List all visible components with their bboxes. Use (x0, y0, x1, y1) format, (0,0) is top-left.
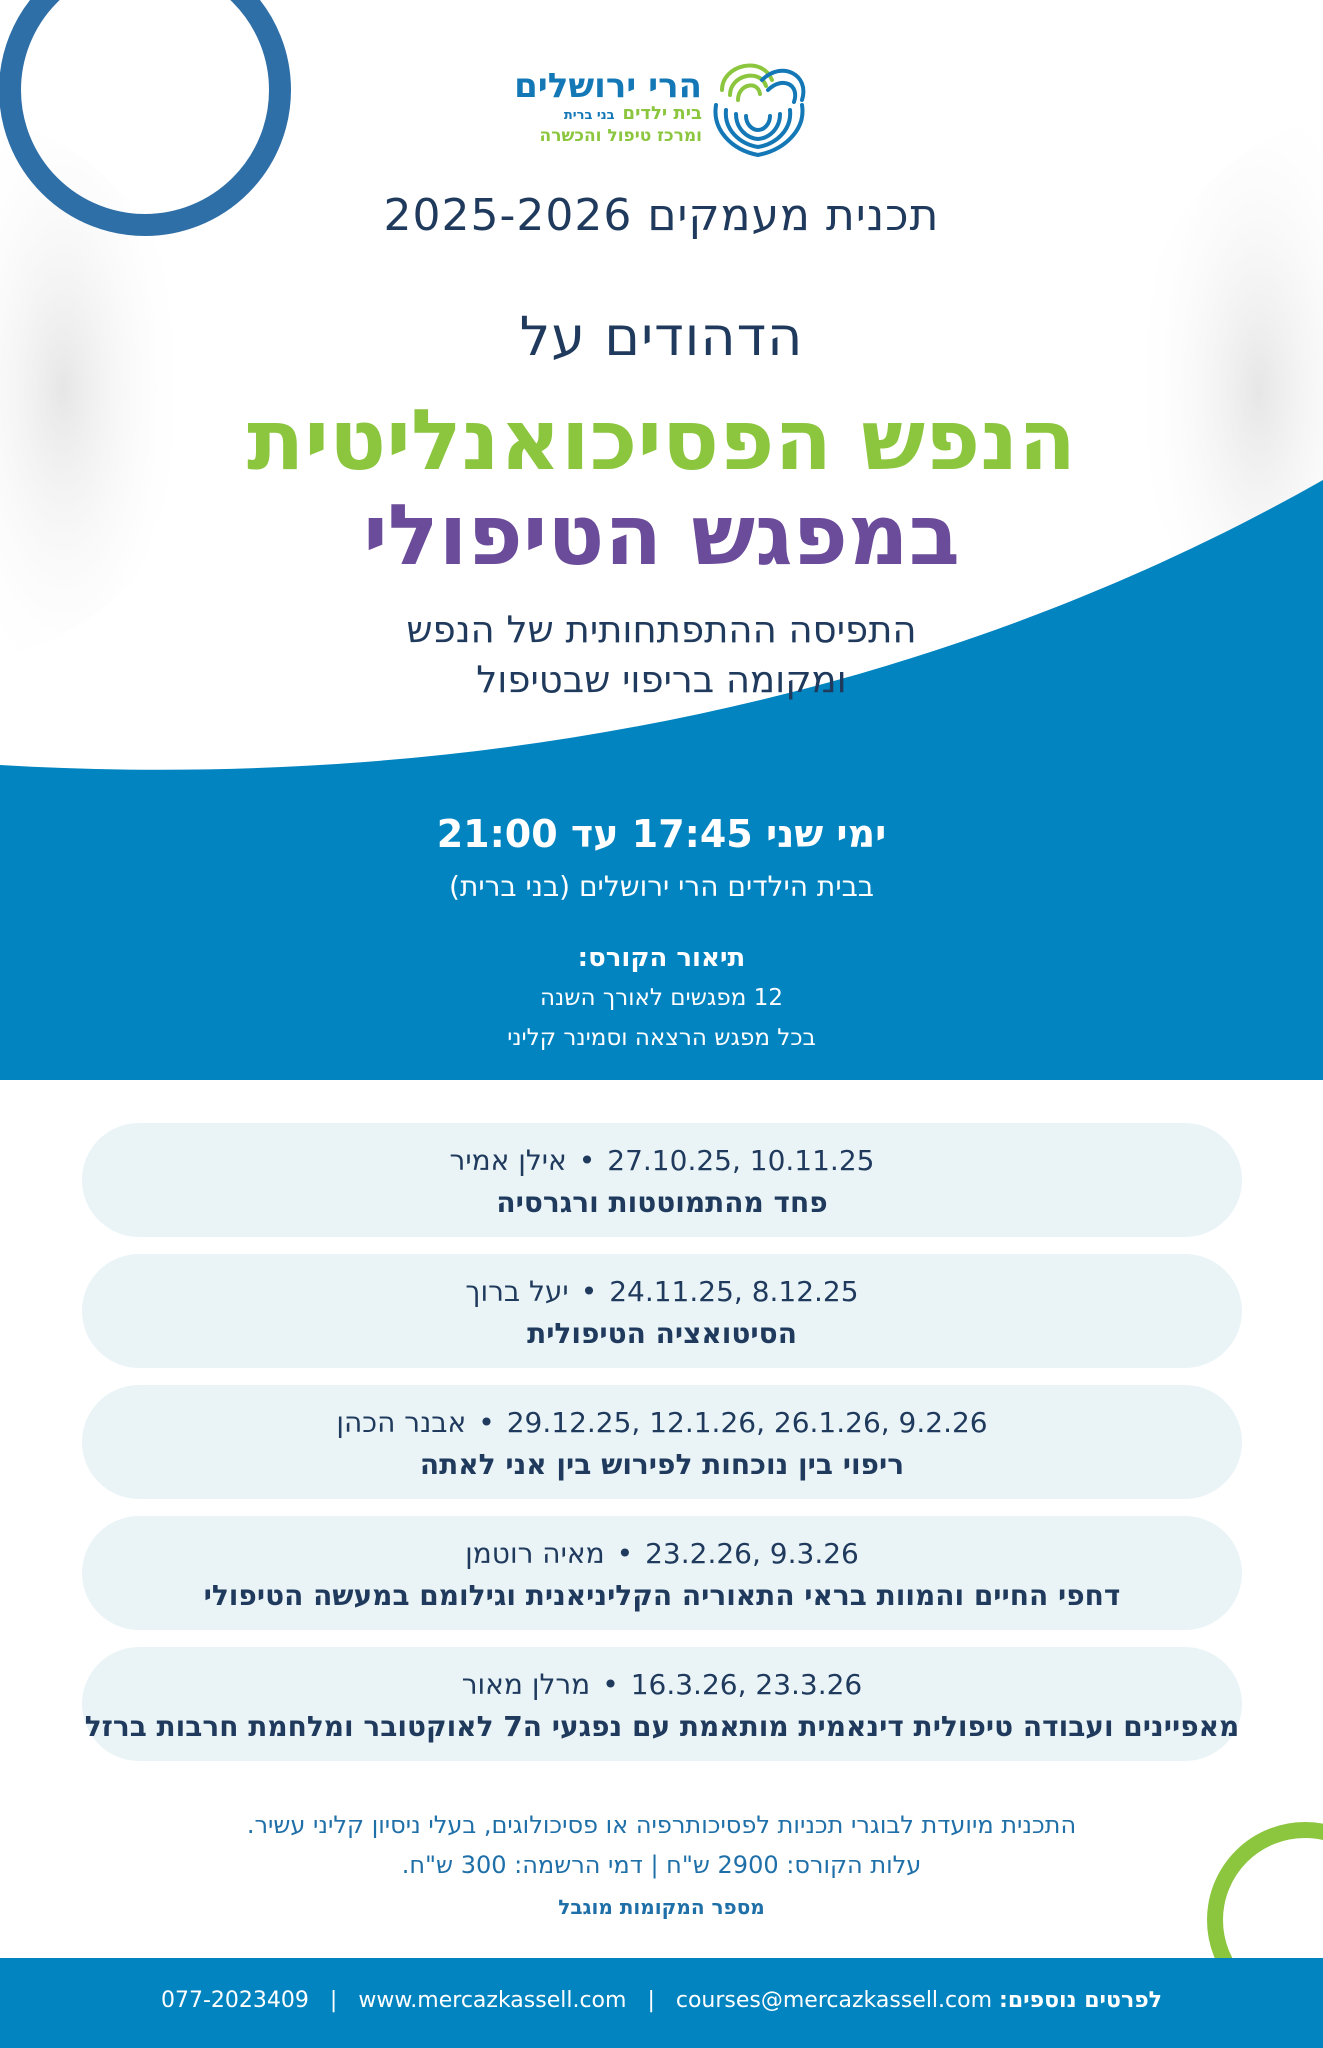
session-meta (82, 1536, 1242, 1572)
cost-note: עלות הקורס: 2900 ש"ח | דמי הרשמה: 300 ש"ח. (401, 1851, 922, 1879)
subtitle-line1: התפיסה ההתפתחותית של הנפש (406, 608, 917, 651)
session-dates: 16.3.26, 23.3.26 (630, 1668, 863, 1701)
main-title-line1: הנפש הפסיכואנליטית (246, 391, 1077, 489)
bullet-icon: • (478, 1406, 495, 1439)
main-title-line2: במפגש הטיפולי (363, 486, 960, 584)
contact-label: לפרטים נוספים: (999, 1988, 1162, 2013)
subtitle (0, 605, 1323, 705)
session-topic: מאפיינים ועבודה טיפולית דינאמית מותאמת עם נפגעי ה7 לאוקטובר ומלחמת חרבות ברזל (84, 1710, 1240, 1743)
course-description-line1: 12 מפגשים לאורך השנה (540, 985, 783, 1011)
session-meta (82, 1667, 1242, 1703)
session-lecturer: אילן אמיר (449, 1144, 567, 1177)
contact-bar (0, 1988, 1323, 2013)
logo-subtitle-small: בני ברית (563, 108, 615, 123)
schedule-place: בבית הילדים הרי ירושלים (בני ברית) (449, 870, 874, 903)
session-meta (82, 1143, 1242, 1179)
separator: | (329, 1988, 338, 2013)
session-meta (82, 1405, 1242, 1441)
program-year: תכנית מעמקים 2025-2026 (383, 190, 940, 241)
session-topic: ריפוי בין נוכחות לפירוש בין אני לאתה (419, 1448, 905, 1481)
session-card (82, 1647, 1242, 1761)
session-lecturer: מאיה רוטמן (465, 1537, 605, 1570)
email-link[interactable]: courses@mercazkassell.com (675, 1988, 993, 2013)
limited-seats-note: מספר המקומות מוגבל (558, 1895, 765, 1919)
logo-tagline: ומרכז טיפול והכשרה (539, 126, 702, 146)
audience-note: התכנית מיועדת לבוגרי תכניות לפסיכותרפיה או פסיכולוגים, בעלי ניסיון קליני עשיר. (246, 1811, 1077, 1839)
session-dates: 23.2.26, 9.3.26 (645, 1537, 859, 1570)
fingerprint-heart-icon (702, 50, 814, 162)
session-topic: הסיטואציה הטיפולית (527, 1317, 797, 1350)
course-description-line2: בכל מפגש הרצאה וסמינר קליני (507, 1025, 816, 1051)
session-lecturer: אבנר הכהן (336, 1406, 467, 1439)
course-description-title: תיאור הקורס: (577, 943, 746, 973)
logo-subtitle-main: בית ילדים (622, 103, 702, 124)
session-meta (82, 1274, 1242, 1310)
session-card (82, 1516, 1242, 1630)
website-link[interactable]: www.mercazkassell.com (358, 1988, 627, 2013)
session-card (82, 1123, 1242, 1237)
phone-link[interactable]: 077-2023409 (161, 1988, 309, 2013)
session-dates: 29.12.25, 12.1.26, 26.1.26, 9.2.26 (506, 1406, 988, 1439)
sessions-list (82, 1123, 1242, 1778)
session-lecturer: יעל ברוך (465, 1275, 569, 1308)
session-lecturer: מרלן מאור (461, 1668, 591, 1701)
bullet-icon: • (580, 1275, 598, 1308)
footer (0, 1958, 1323, 2048)
pre-title: הדהודים על (519, 305, 804, 368)
notes (0, 1805, 1323, 1927)
schedule-time: ימי שני 17:45 עד 21:00 (436, 812, 887, 856)
session-card (82, 1254, 1242, 1368)
bullet-icon: • (578, 1144, 596, 1177)
session-dates: 27.10.25, 10.11.25 (607, 1144, 875, 1177)
session-topic: דחפי החיים והמוות בראי התאוריה הקליניאנית וגילומם במעשה הטיפולי (203, 1579, 1121, 1612)
logo-name: הרי ירושלים (514, 66, 702, 106)
separator: | (647, 1988, 655, 2013)
session-card (82, 1385, 1242, 1499)
subtitle-line2: ומקומה בריפוי שבטיפול (476, 658, 847, 701)
schedule-section (0, 810, 1323, 1056)
bullet-icon: • (602, 1668, 619, 1701)
bullet-icon: • (616, 1537, 634, 1570)
logo-subtitle (512, 104, 702, 126)
session-topic: פחד מהתמוטטות ורגרסיה (496, 1186, 828, 1219)
session-dates: 24.11.25, 8.12.25 (609, 1275, 859, 1308)
logo (512, 50, 812, 165)
